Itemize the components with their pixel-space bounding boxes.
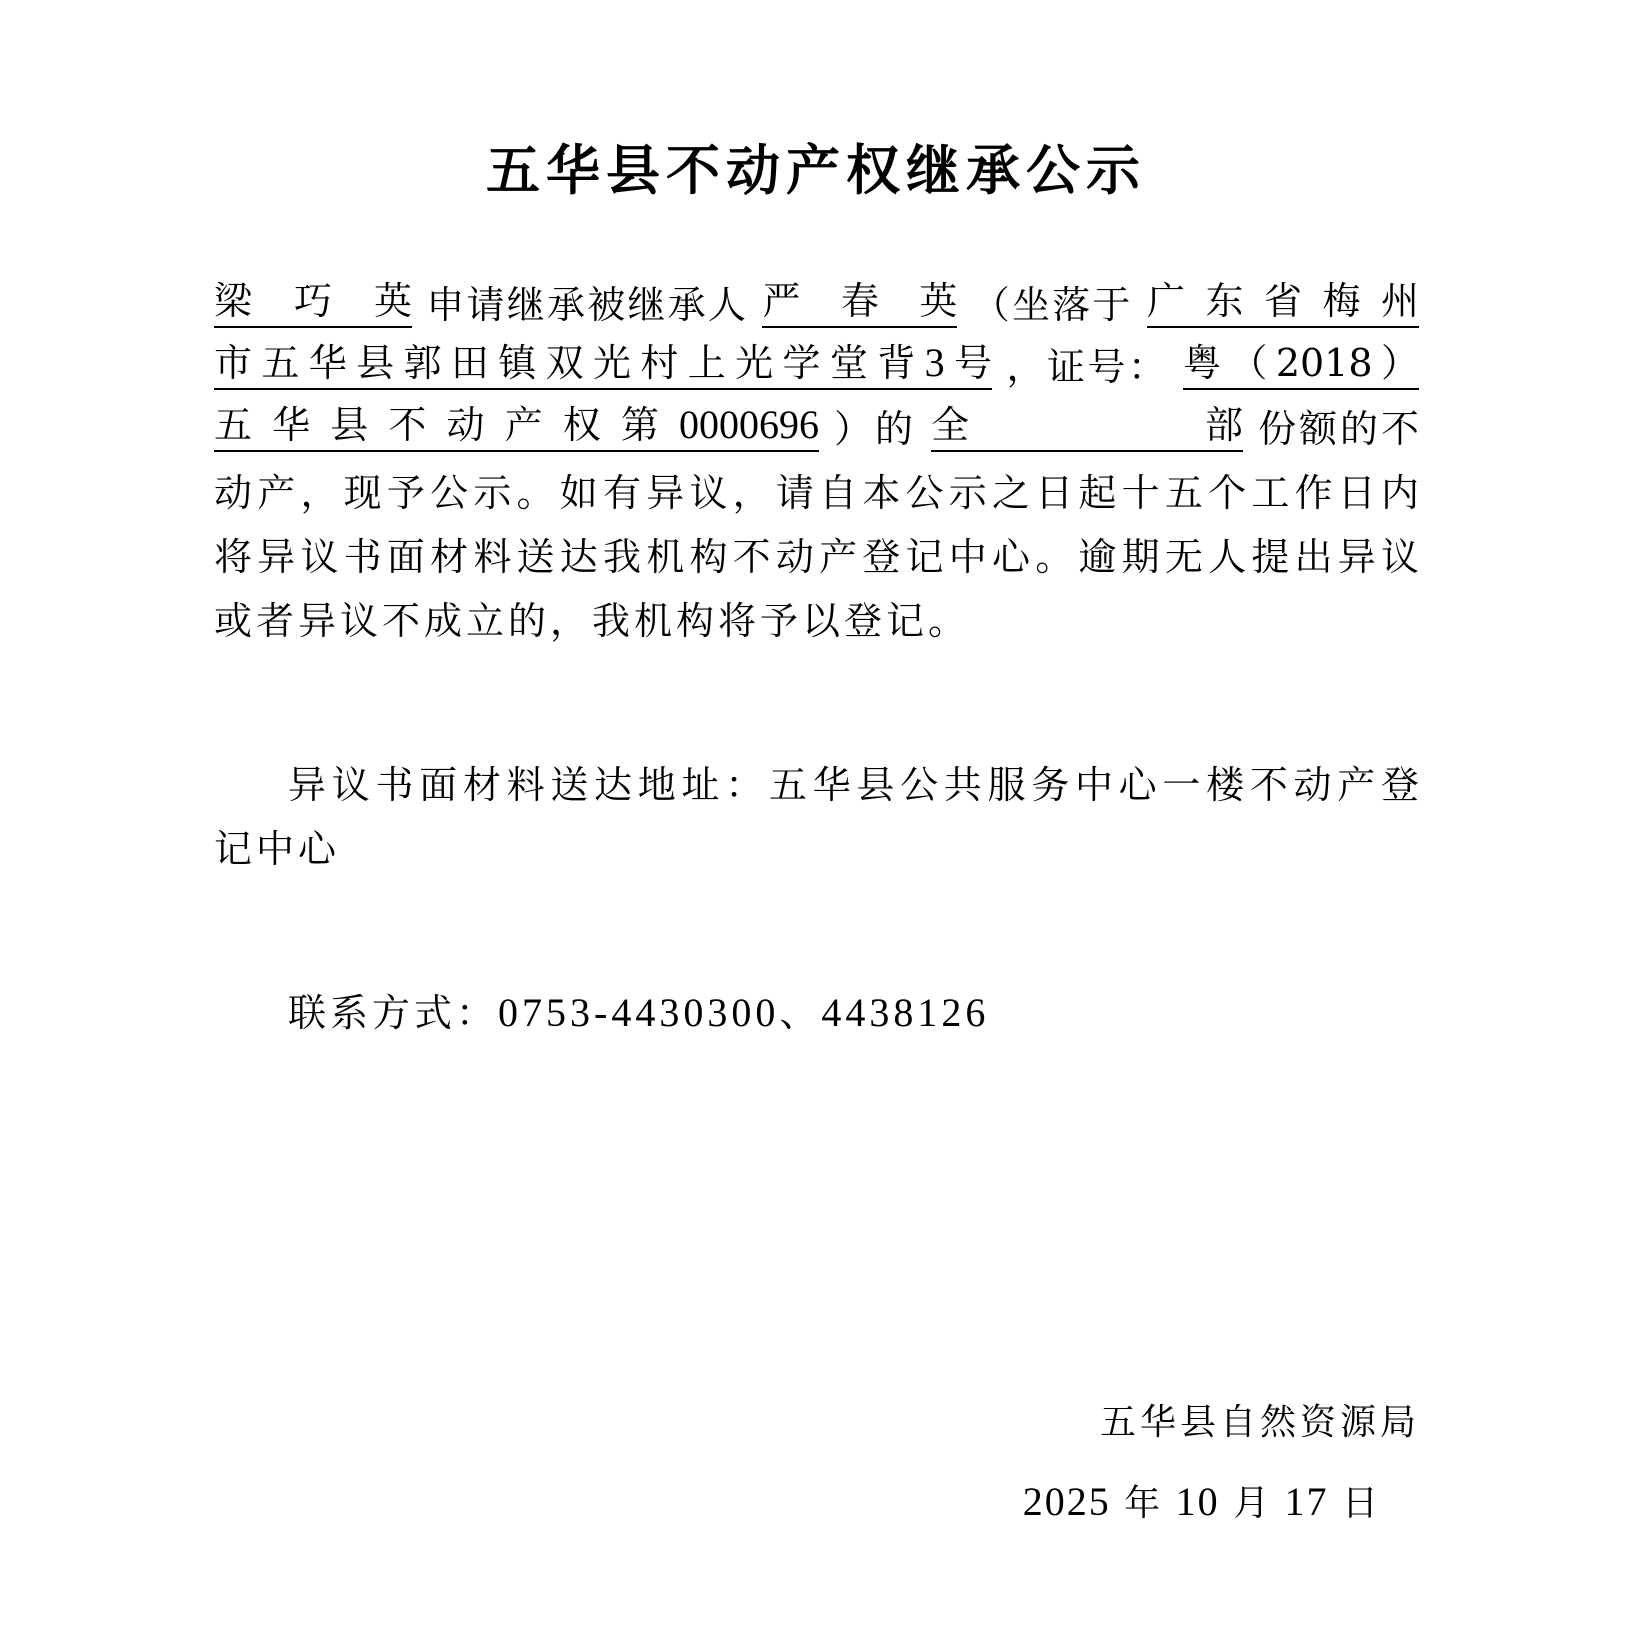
cert-label: ，证号：	[1006, 345, 1169, 389]
apply-text: 申请继承被继承人	[426, 283, 749, 327]
decedent-name: 严春英	[762, 276, 957, 328]
body-line-4: 动产，现予公示。如有异议，请自本公示之日起十五个工作日内	[214, 471, 1419, 515]
notice-title: 五华县不动产权继承公示	[486, 138, 1146, 202]
signature-date	[1023, 1477, 1380, 1529]
cert-prefix-text: 粤（2018）	[1182, 341, 1419, 385]
date-year: 2025	[1022, 1479, 1111, 1524]
contact-label: 联系方式：	[288, 991, 499, 1035]
body-line-6: 或者异议不成立的，我机构将予以登记。	[214, 599, 971, 643]
contact-line	[288, 984, 1188, 1042]
body-line-3	[214, 400, 1419, 458]
contact-phone-2: 4438126	[821, 990, 990, 1035]
contact-phone-1: 0753-4430300	[498, 990, 780, 1035]
address-line-1: 异议书面材料送达地址：五华县公共服务中心一楼不动产登	[288, 763, 1419, 807]
body-line-2	[214, 338, 1419, 396]
date-day: 17	[1284, 1479, 1329, 1524]
location-text: （坐落于	[971, 283, 1133, 327]
signature-organization: 五华县自然资源局	[1099, 1402, 1420, 1443]
address-street: 市五华县郭田镇双光村上光学堂背	[214, 341, 925, 385]
house-number: 3	[924, 340, 945, 385]
date-day-unit: 日	[1341, 1483, 1380, 1524]
of-text: ）的	[834, 407, 916, 451]
address-part-1: 广东省梅州	[1147, 276, 1419, 328]
date-year-unit: 年	[1124, 1483, 1163, 1524]
contact-separator: 、	[779, 991, 822, 1035]
address-line-2: 记中心	[214, 827, 341, 871]
share-text: 份额的不	[1258, 407, 1419, 451]
cert-part-2	[214, 400, 819, 452]
cert-prefix	[1183, 338, 1419, 390]
body-line-1	[214, 276, 1419, 334]
address-part-2	[214, 338, 992, 390]
applicant-name: 梁巧英	[214, 276, 412, 328]
house-suffix: 号	[944, 341, 992, 385]
share-amount: 全部	[931, 400, 1243, 452]
cert-number: 0000696	[679, 402, 819, 447]
date-month-unit: 月	[1233, 1483, 1272, 1524]
date-month: 10	[1175, 1479, 1220, 1524]
cert-text: 五华县不动产权第	[214, 403, 679, 447]
body-line-5: 将异议书面材料送达我机构不动产登记中心。逾期无人提出异议	[214, 535, 1419, 579]
